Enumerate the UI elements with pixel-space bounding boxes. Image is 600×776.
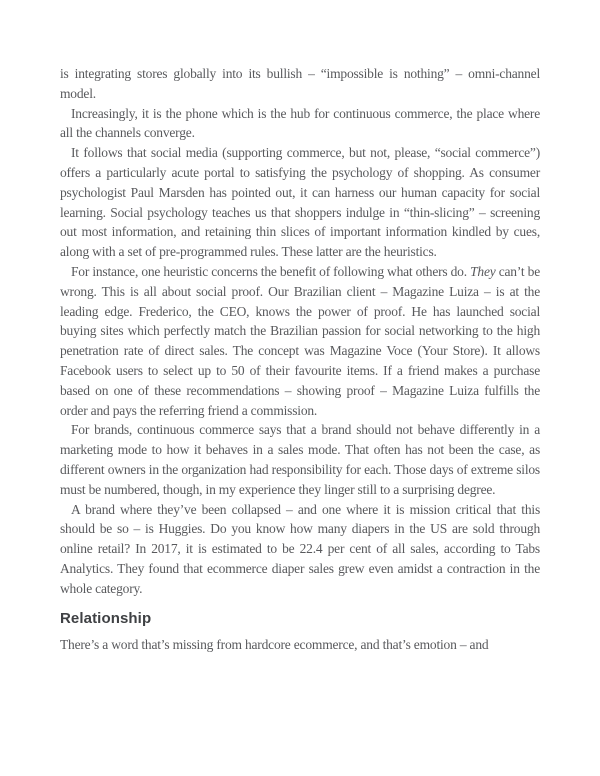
text-run: For brands, continuous commerce says that a brand should not behave differently in a marketing mode to how it behaves in a sales mode. That often has not been the case, as different owners in the organization had responsibility for each. Those days of extreme silos must be numbered, though, in my experience they linger still to a surprising degree.: [60, 422, 540, 497]
paragraph: [60, 262, 540, 420]
section-heading: Relationship: [60, 609, 152, 627]
paragraph: [60, 104, 540, 144]
text-run: A brand where they’ve been collapsed – and one where it is mission critical that this should be so – is Huggies. Do you know how many diapers in the US are sold through online retail? In 2017, it is estimated to be 22.4 per cent of all sales, according to Tabs Analytics. They found that ecommerce diaper sales grew even amidst a contraction in the whole category.: [60, 501, 540, 596]
paragraph: [60, 420, 540, 499]
paragraph: [60, 143, 540, 262]
italic-text-run: They: [470, 263, 496, 279]
text-run: is integrating stores globally into its bullish – “impossible is nothing” – omni-channel model.: [60, 66, 540, 101]
text-run: There’s a word that’s missing from hardcore ecommerce, and that’s emotion – and: [60, 636, 489, 652]
text-run: Increasingly, it is the phone which is the hub for continuous commerce, the place where all the channels converge.: [60, 105, 540, 141]
text-run: can’t be wrong. This is all about social proof. Our Brazilian client – Magazine Luiza – is at the leading edge. Frederico, the CEO, knows the power of proof. He has launched social buying sites which perfectly match the Brazilian passion for social networking to the high penetration rate of direct sales. The concept was Magazine Voce (Your Store). It allows Facebook users to select up to 50 of their favourite items. If a friend makes a purchase based on one of these recommendations – showing proof – Magazine Luiza fulfills the order and pays the referring friend a commission.: [60, 263, 540, 418]
text-run: It follows that social media (supporting commerce, but not, please, “social commerce”) offers a particularly acute portal to satisfying the psychology of shopping. As consumer psychologist Paul Marsden has pointed out, it can harness our human capacity for social learning. Social psychology teaches us that shoppers indulge in “thin-slicing” – screening out most information, and retaining thin slices of important information kindled by cues, along with a set of pre-programmed rules. These latter are the heuristics.: [60, 145, 540, 260]
page-text-block: [60, 64, 540, 654]
paragraph: [60, 635, 540, 655]
text-run: For instance, one heuristic concerns the benefit of following what others do.: [71, 263, 471, 279]
paragraph: [60, 500, 540, 599]
paragraph: [60, 64, 540, 104]
